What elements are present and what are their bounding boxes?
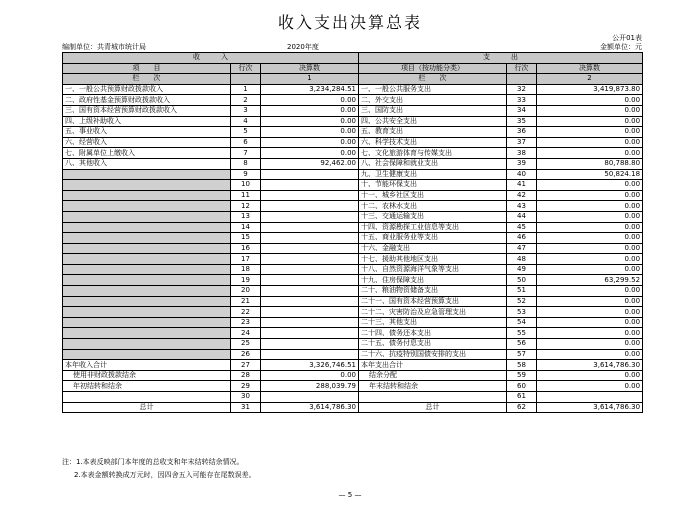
expense-amount: 50,824.18 (537, 169, 643, 180)
income-amount (261, 169, 359, 180)
expense-amount: 0.00 (537, 317, 643, 328)
expense-row-number: 61 (507, 392, 537, 403)
income-item (63, 286, 231, 297)
income-item (63, 222, 231, 233)
expense-item: 总计 (359, 402, 507, 413)
income-item (63, 275, 231, 286)
expense-row-number: 56 (507, 339, 537, 350)
income-item (63, 264, 231, 275)
table-row (63, 105, 643, 116)
income-item (63, 296, 231, 307)
income-row-number: 3 (231, 105, 261, 116)
expense-item: 十七、援助其他地区支出 (359, 254, 507, 265)
income-amount (261, 349, 359, 360)
expense-item (359, 392, 507, 403)
income-item: 六、经营收入 (63, 137, 231, 148)
income-row-number: 4 (231, 116, 261, 127)
income-item: 二、政府性基金预算财政拨款收入 (63, 95, 231, 106)
summary-row (63, 370, 643, 381)
table-row (63, 317, 643, 328)
income-row-number: 24 (231, 328, 261, 339)
income-item: 使用非财政拨款结余 (63, 370, 231, 381)
expense-row-number: 40 (507, 169, 537, 180)
expense-item: 四、公共安全支出 (359, 116, 507, 127)
income-item: 本年收入合计 (63, 360, 231, 371)
expense-row-number: 36 (507, 127, 537, 138)
expense-item-header: 项目（按功能分类） (359, 63, 507, 74)
table-row (63, 328, 643, 339)
expense-item: 十一、城乡社区支出 (359, 190, 507, 201)
expense-amount: 0.00 (537, 148, 643, 159)
expense-row-number: 59 (507, 370, 537, 381)
expense-item: 十六、金融支出 (359, 243, 507, 254)
income-row-number: 27 (231, 360, 261, 371)
expense-row-number: 34 (507, 105, 537, 116)
expense-amount: 0.00 (537, 296, 643, 307)
income-amount (261, 328, 359, 339)
expense-row-number: 35 (507, 116, 537, 127)
expense-item: 二、外交支出 (359, 95, 507, 106)
income-row-number: 18 (231, 264, 261, 275)
expense-amount: 0.00 (537, 254, 643, 265)
table-row (63, 127, 643, 138)
income-item (63, 243, 231, 254)
expense-row-number: 46 (507, 233, 537, 244)
expense-row-number: 45 (507, 222, 537, 233)
expense-amount: 0.00 (537, 201, 643, 212)
income-item (63, 169, 231, 180)
expense-item: 结余分配 (359, 370, 507, 381)
income-amount: 0.00 (261, 116, 359, 127)
income-row-number: 8 (231, 158, 261, 169)
table-row (63, 84, 643, 95)
expense-rowno-header: 行次 (507, 63, 537, 74)
expense-item: 本年支出合计 (359, 360, 507, 371)
table-row (63, 296, 643, 307)
income-row-number: 20 (231, 286, 261, 297)
income-amount-header: 决算数 (261, 63, 359, 74)
expense-amount-header: 决算数 (537, 63, 643, 74)
table-row (63, 349, 643, 360)
income-item: 总计 (63, 402, 231, 413)
table-row (63, 233, 643, 244)
income-row-number: 17 (231, 254, 261, 265)
income-item (63, 201, 231, 212)
income-row-number: 22 (231, 307, 261, 318)
table-row (63, 307, 643, 318)
expense-item: 二十一、国有资本经营预算支出 (359, 296, 507, 307)
expense-amount: 0.00 (537, 286, 643, 297)
expense-amount: 0.00 (537, 211, 643, 222)
table-row (63, 243, 643, 254)
expense-amount: 0.00 (537, 137, 643, 148)
expense-row-number: 38 (507, 148, 537, 159)
income-item: 三、国有资本经营预算财政拨款收入 (63, 105, 231, 116)
income-rowno-header: 行次 (231, 63, 261, 74)
income-amount: 0.00 (261, 137, 359, 148)
income-item (63, 233, 231, 244)
table-title: 收入支出决算总表 (277, 13, 422, 32)
expense-item: 二十五、债务付息支出 (359, 339, 507, 350)
table-row (63, 222, 643, 233)
income-column-blank (231, 74, 261, 85)
expense-amount (537, 392, 643, 403)
income-row-number: 9 (231, 169, 261, 180)
expense-row-number: 52 (507, 296, 537, 307)
expense-amount: 3,419,873.80 (537, 84, 643, 95)
table-row (63, 201, 643, 212)
expense-column-label: 栏 次 (359, 74, 507, 85)
form-code: 公开01表 (612, 34, 642, 42)
expense-row-number: 32 (507, 84, 537, 95)
income-amount (261, 211, 359, 222)
income-header: 收 入 (63, 53, 359, 64)
expense-item: 十五、商业服务业等支出 (359, 233, 507, 244)
note-1: 注：1.本表反映部门本年度的总收支和年末结转结余情况。 (62, 458, 244, 466)
income-row-number: 5 (231, 127, 261, 138)
income-item (63, 190, 231, 201)
income-amount (261, 317, 359, 328)
expense-amount: 0.00 (537, 339, 643, 350)
income-amount (261, 233, 359, 244)
expense-amount: 3,614,786.30 (537, 360, 643, 371)
expense-amount: 0.00 (537, 105, 643, 116)
expense-row-number: 55 (507, 328, 537, 339)
table-row (63, 169, 643, 180)
table-row (63, 137, 643, 148)
income-row-number: 7 (231, 148, 261, 159)
income-row-number: 19 (231, 275, 261, 286)
expense-row-number: 51 (507, 286, 537, 297)
expense-item: 七、文化旅游体育与传媒支出 (359, 148, 507, 159)
table-row (63, 158, 643, 169)
page-number: — 5 — (338, 491, 362, 499)
expense-amount: 0.00 (537, 243, 643, 254)
income-amount (261, 296, 359, 307)
income-item (63, 392, 231, 403)
income-amount: 92,462.00 (261, 158, 359, 169)
expense-item: 一、一般公共服务支出 (359, 84, 507, 95)
expense-row-number: 39 (507, 158, 537, 169)
expense-item: 二十三、其他支出 (359, 317, 507, 328)
expense-item: 五、教育支出 (359, 127, 507, 138)
expense-item: 三、国防支出 (359, 105, 507, 116)
income-item: 四、上级补助收入 (63, 116, 231, 127)
expense-item: 二十四、债务还本支出 (359, 328, 507, 339)
income-amount (261, 275, 359, 286)
expense-item: 九、卫生健康支出 (359, 169, 507, 180)
table-row (63, 180, 643, 191)
expense-row-number: 53 (507, 307, 537, 318)
expense-row-number: 44 (507, 211, 537, 222)
income-row-number: 16 (231, 243, 261, 254)
expense-amount: 0.00 (537, 349, 643, 360)
income-amount: 0.00 (261, 95, 359, 106)
expense-row-number: 37 (507, 137, 537, 148)
expense-amount: 0.00 (537, 233, 643, 244)
income-row-number: 15 (231, 233, 261, 244)
expense-amount: 0.00 (537, 264, 643, 275)
income-item (63, 349, 231, 360)
expense-row-number: 54 (507, 317, 537, 328)
table-row (63, 339, 643, 350)
income-row-number: 13 (231, 211, 261, 222)
expense-row-number: 60 (507, 381, 537, 392)
table-row (63, 211, 643, 222)
expense-row-number: 42 (507, 190, 537, 201)
expense-column-index: 2 (537, 74, 643, 85)
fiscal-year: 2020年度 (287, 43, 319, 51)
notes (62, 456, 256, 482)
expense-row-number: 41 (507, 180, 537, 191)
income-row-number: 2 (231, 95, 261, 106)
income-column-index: 1 (261, 74, 359, 85)
expense-row-number: 43 (507, 201, 537, 212)
expense-amount: 80,788.80 (537, 158, 643, 169)
expense-item: 八、社会保障和就业支出 (359, 158, 507, 169)
expense-row-number: 62 (507, 402, 537, 413)
income-amount: 3,234,284.51 (261, 84, 359, 95)
income-amount (261, 307, 359, 318)
income-item (63, 307, 231, 318)
income-amount (261, 243, 359, 254)
expense-item: 二十二、灾害防治及应急管理支出 (359, 307, 507, 318)
expense-column-blank (507, 74, 537, 85)
table-row (63, 286, 643, 297)
income-amount: 0.00 (261, 148, 359, 159)
income-row-number: 31 (231, 402, 261, 413)
income-item: 年初结转和结余 (63, 381, 231, 392)
income-column-label: 栏 次 (63, 74, 231, 85)
table-row (63, 148, 643, 159)
expense-amount: 0.00 (537, 222, 643, 233)
income-row-number: 12 (231, 201, 261, 212)
unit-name: 编制单位：共青城市统计局 (62, 43, 146, 51)
expense-row-number: 48 (507, 254, 537, 265)
unit-line (62, 42, 642, 52)
income-amount: 3,326,746.51 (261, 360, 359, 371)
income-item: 七、附属单位上缴收入 (63, 148, 231, 159)
income-amount: 0.00 (261, 370, 359, 381)
income-item (63, 180, 231, 191)
income-row-number: 21 (231, 296, 261, 307)
expense-item: 十二、农林水支出 (359, 201, 507, 212)
expense-amount: 0.00 (537, 127, 643, 138)
income-row-number: 25 (231, 339, 261, 350)
income-amount: 0.00 (261, 105, 359, 116)
income-amount (261, 180, 359, 191)
expense-amount: 0.00 (537, 307, 643, 318)
income-amount (261, 190, 359, 201)
summary-row (63, 360, 643, 371)
header-row-index (63, 74, 643, 85)
expense-row-number: 50 (507, 275, 537, 286)
income-row-number: 6 (231, 137, 261, 148)
income-item: 五、事业收入 (63, 127, 231, 138)
table-body (63, 84, 643, 412)
header-row-sections (63, 53, 643, 64)
expense-item: 二十、粮油物资储备支出 (359, 286, 507, 297)
note-2: 2.本表金额转换成万元时，因四舍五入可能存在尾数误差。 (74, 471, 256, 479)
income-amount (261, 201, 359, 212)
expense-amount: 0.00 (537, 190, 643, 201)
income-row-number: 10 (231, 180, 261, 191)
income-row-number: 30 (231, 392, 261, 403)
total-row (63, 402, 643, 413)
income-row-number: 23 (231, 317, 261, 328)
income-row-number: 29 (231, 381, 261, 392)
expense-amount: 0.00 (537, 95, 643, 106)
income-amount (261, 222, 359, 233)
income-amount (261, 339, 359, 350)
table-row (63, 264, 643, 275)
expense-item: 十三、交通运输支出 (359, 211, 507, 222)
summary-row (63, 392, 643, 403)
expense-row-number: 58 (507, 360, 537, 371)
expense-amount: 0.00 (537, 381, 643, 392)
income-amount: 288,039.79 (261, 381, 359, 392)
table-row (63, 254, 643, 265)
income-item: 八、其他收入 (63, 158, 231, 169)
budget-table (62, 52, 643, 413)
income-amount (261, 254, 359, 265)
table-row (63, 95, 643, 106)
income-item (63, 328, 231, 339)
income-row-number: 26 (231, 349, 261, 360)
expense-amount: 0.00 (537, 180, 643, 191)
expense-amount: 0.00 (537, 328, 643, 339)
income-item (63, 317, 231, 328)
income-item (63, 339, 231, 350)
expense-row-number: 47 (507, 243, 537, 254)
table-row (63, 116, 643, 127)
table-row (63, 190, 643, 201)
expense-row-number: 49 (507, 264, 537, 275)
expense-amount: 3,614,786.30 (537, 402, 643, 413)
expense-item: 二十六、抗疫特别国债安排的支出 (359, 349, 507, 360)
income-amount (261, 392, 359, 403)
summary-row (63, 381, 643, 392)
income-row-number: 14 (231, 222, 261, 233)
income-amount (261, 286, 359, 297)
expense-item: 六、科学技术支出 (359, 137, 507, 148)
income-row-number: 1 (231, 84, 261, 95)
income-item: 一、一般公共预算财政拨款收入 (63, 84, 231, 95)
income-row-number: 11 (231, 190, 261, 201)
income-item-header: 项 目 (63, 63, 231, 74)
expense-item: 十、节能环保支出 (359, 180, 507, 191)
header-row-columns (63, 63, 643, 74)
expense-amount: 0.00 (537, 116, 643, 127)
table-row (63, 275, 643, 286)
expense-amount: 63,299.52 (537, 275, 643, 286)
expense-header: 支 出 (359, 53, 643, 64)
expense-item: 十八、自然资源海洋气象等支出 (359, 264, 507, 275)
income-item (63, 254, 231, 265)
income-row-number: 28 (231, 370, 261, 381)
expense-row-number: 33 (507, 95, 537, 106)
expense-row-number: 57 (507, 349, 537, 360)
income-amount (261, 264, 359, 275)
expense-amount: 0.00 (537, 370, 643, 381)
income-item (63, 211, 231, 222)
expense-item: 十九、住房保障支出 (359, 275, 507, 286)
amount-unit: 金额单位：元 (600, 43, 642, 51)
income-amount: 3,614,786.30 (261, 402, 359, 413)
income-amount: 0.00 (261, 127, 359, 138)
expense-item: 年末结转和结余 (359, 381, 507, 392)
expense-item: 十四、资源勘探工业信息等支出 (359, 222, 507, 233)
